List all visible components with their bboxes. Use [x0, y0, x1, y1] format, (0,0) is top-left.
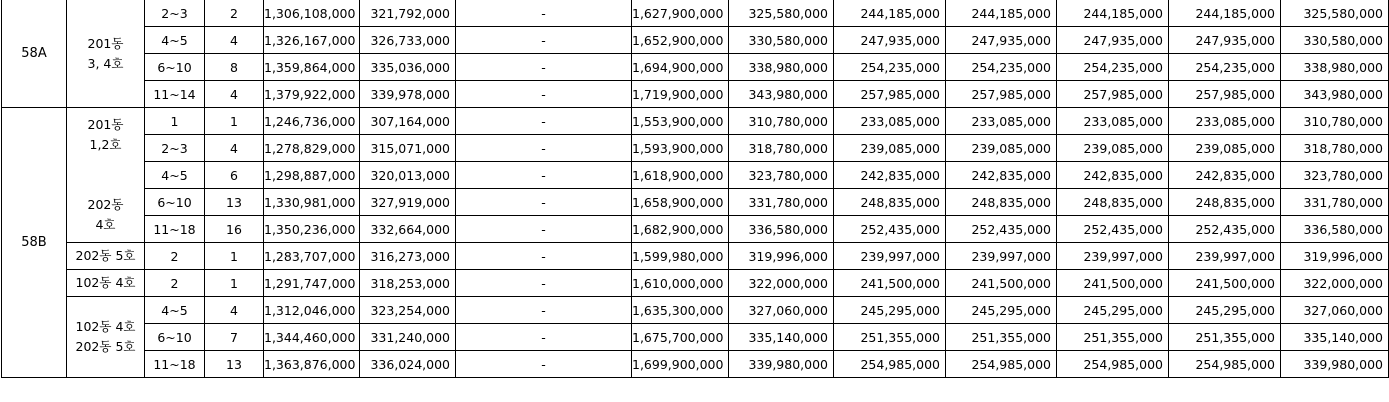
- contract-deposit-cell: 327,060,000: [729, 297, 834, 324]
- contract-deposit-cell: 325,580,000: [729, 0, 834, 27]
- housing-type-cell: 58A: [2, 0, 67, 108]
- balance-payment-cell: 339,980,000: [1281, 351, 1389, 378]
- total-price-cell: 1,652,900,000: [632, 27, 729, 54]
- building-price-cell: 332,664,000: [360, 216, 456, 243]
- balance-payment-cell: 335,140,000: [1281, 324, 1389, 351]
- interim-payment-4-cell: 247,935,000: [1169, 27, 1281, 54]
- unit-count-cell: 4: [205, 135, 264, 162]
- interim-payment-2-cell: 244,185,000: [946, 0, 1057, 27]
- interim-payment-4-cell: 251,355,000: [1169, 324, 1281, 351]
- total-price-cell: 1,618,900,000: [632, 162, 729, 189]
- interim-payment-1-cell: 248,835,000: [834, 189, 946, 216]
- vat-cell: -: [456, 108, 632, 135]
- interim-payment-3-cell: 239,085,000: [1057, 135, 1169, 162]
- interim-payment-4-cell: 239,085,000: [1169, 135, 1281, 162]
- building-price-cell: 316,273,000: [360, 243, 456, 270]
- table-row: [2, 216, 1389, 243]
- unit-count-cell: 6: [205, 162, 264, 189]
- total-price-cell: 1,694,900,000: [632, 54, 729, 81]
- balance-payment-cell: 327,060,000: [1281, 297, 1389, 324]
- interim-payment-2-cell: 257,985,000: [946, 81, 1057, 108]
- interim-payment-3-cell: 254,985,000: [1057, 351, 1169, 378]
- interim-payment-2-cell: 239,997,000: [946, 243, 1057, 270]
- interim-payment-2-cell: 241,500,000: [946, 270, 1057, 297]
- land-price-cell: 1,246,736,000: [264, 108, 360, 135]
- interim-payment-2-cell: 245,295,000: [946, 297, 1057, 324]
- balance-payment-cell: 330,580,000: [1281, 27, 1389, 54]
- land-price-cell: 1,379,922,000: [264, 81, 360, 108]
- balance-payment-cell: 336,580,000: [1281, 216, 1389, 243]
- table-row: [2, 108, 1389, 135]
- unit-count-cell: 4: [205, 297, 264, 324]
- balance-payment-cell: 331,780,000: [1281, 189, 1389, 216]
- floor-range-cell: 4~5: [145, 297, 205, 324]
- interim-payment-4-cell: 241,500,000: [1169, 270, 1281, 297]
- vat-cell: -: [456, 216, 632, 243]
- table-row: [2, 162, 1389, 189]
- balance-payment-cell: 325,580,000: [1281, 0, 1389, 27]
- vat-cell: -: [456, 243, 632, 270]
- interim-payment-1-cell: 247,935,000: [834, 27, 946, 54]
- table-row: [2, 324, 1389, 351]
- interim-payment-4-cell: 257,985,000: [1169, 81, 1281, 108]
- table-row: [2, 243, 1389, 270]
- land-price-cell: 1,330,981,000: [264, 189, 360, 216]
- interim-payment-3-cell: 248,835,000: [1057, 189, 1169, 216]
- building-unit-cell: 102동 4호 202동 5호: [67, 297, 145, 378]
- land-price-cell: 1,298,887,000: [264, 162, 360, 189]
- land-price-cell: 1,363,876,000: [264, 351, 360, 378]
- building-price-cell: 336,024,000: [360, 351, 456, 378]
- table-row: [2, 0, 1389, 27]
- unit-count-cell: 8: [205, 54, 264, 81]
- interim-payment-4-cell: 244,185,000: [1169, 0, 1281, 27]
- floor-range-cell: 11~18: [145, 216, 205, 243]
- building-unit-cell: 201동 1,2호 202동 4호: [67, 108, 145, 243]
- interim-payment-2-cell: 247,935,000: [946, 27, 1057, 54]
- land-price-cell: 1,283,707,000: [264, 243, 360, 270]
- interim-payment-3-cell: 245,295,000: [1057, 297, 1169, 324]
- interim-payment-4-cell: 248,835,000: [1169, 189, 1281, 216]
- balance-payment-cell: 322,000,000: [1281, 270, 1389, 297]
- unit-count-cell: 1: [205, 243, 264, 270]
- floor-range-cell: 6~10: [145, 189, 205, 216]
- land-price-cell: 1,344,460,000: [264, 324, 360, 351]
- table-row: [2, 27, 1389, 54]
- land-price-cell: 1,291,747,000: [264, 270, 360, 297]
- contract-deposit-cell: 343,980,000: [729, 81, 834, 108]
- land-price-cell: 1,350,236,000: [264, 216, 360, 243]
- balance-payment-cell: 319,996,000: [1281, 243, 1389, 270]
- vat-cell: -: [456, 135, 632, 162]
- contract-deposit-cell: 310,780,000: [729, 108, 834, 135]
- interim-payment-1-cell: 251,355,000: [834, 324, 946, 351]
- unit-count-cell: 13: [205, 189, 264, 216]
- balance-payment-cell: 323,780,000: [1281, 162, 1389, 189]
- building-price-cell: 335,036,000: [360, 54, 456, 81]
- building-unit-cell: 102동 4호: [67, 270, 145, 297]
- floor-range-cell: 6~10: [145, 54, 205, 81]
- unit-count-cell: 2: [205, 0, 264, 27]
- vat-cell: -: [456, 189, 632, 216]
- floor-range-cell: 11~14: [145, 81, 205, 108]
- housing-type-cell: 58B: [2, 108, 67, 378]
- contract-deposit-cell: 335,140,000: [729, 324, 834, 351]
- interim-payment-3-cell: 241,500,000: [1057, 270, 1169, 297]
- building-price-cell: 326,733,000: [360, 27, 456, 54]
- interim-payment-1-cell: 257,985,000: [834, 81, 946, 108]
- interim-payment-2-cell: 239,085,000: [946, 135, 1057, 162]
- balance-payment-cell: 318,780,000: [1281, 135, 1389, 162]
- vat-cell: -: [456, 162, 632, 189]
- table-row: [2, 297, 1389, 324]
- land-price-cell: 1,312,046,000: [264, 297, 360, 324]
- vat-cell: -: [456, 0, 632, 27]
- interim-payment-4-cell: 233,085,000: [1169, 108, 1281, 135]
- interim-payment-3-cell: 251,355,000: [1057, 324, 1169, 351]
- vat-cell: -: [456, 351, 632, 378]
- building-price-cell: 339,978,000: [360, 81, 456, 108]
- interim-payment-3-cell: 244,185,000: [1057, 0, 1169, 27]
- table-row: [2, 189, 1389, 216]
- floor-range-cell: 2: [145, 270, 205, 297]
- table-row: [2, 81, 1389, 108]
- interim-payment-1-cell: 252,435,000: [834, 216, 946, 243]
- interim-payment-4-cell: 242,835,000: [1169, 162, 1281, 189]
- contract-deposit-cell: 339,980,000: [729, 351, 834, 378]
- total-price-cell: 1,610,000,000: [632, 270, 729, 297]
- vat-cell: -: [456, 54, 632, 81]
- interim-payment-4-cell: 239,997,000: [1169, 243, 1281, 270]
- building-price-cell: 320,013,000: [360, 162, 456, 189]
- unit-count-cell: 13: [205, 351, 264, 378]
- floor-range-cell: 6~10: [145, 324, 205, 351]
- interim-payment-2-cell: 242,835,000: [946, 162, 1057, 189]
- total-price-cell: 1,635,300,000: [632, 297, 729, 324]
- interim-payment-1-cell: 245,295,000: [834, 297, 946, 324]
- contract-deposit-cell: 318,780,000: [729, 135, 834, 162]
- floor-range-cell: 2~3: [145, 0, 205, 27]
- contract-deposit-cell: 336,580,000: [729, 216, 834, 243]
- building-price-cell: 327,919,000: [360, 189, 456, 216]
- total-price-cell: 1,675,700,000: [632, 324, 729, 351]
- interim-payment-4-cell: 252,435,000: [1169, 216, 1281, 243]
- interim-payment-3-cell: 247,935,000: [1057, 27, 1169, 54]
- total-price-cell: 1,599,980,000: [632, 243, 729, 270]
- contract-deposit-cell: 338,980,000: [729, 54, 834, 81]
- interim-payment-3-cell: 233,085,000: [1057, 108, 1169, 135]
- interim-payment-2-cell: 254,235,000: [946, 54, 1057, 81]
- interim-payment-1-cell: 241,500,000: [834, 270, 946, 297]
- contract-deposit-cell: 331,780,000: [729, 189, 834, 216]
- balance-payment-cell: 343,980,000: [1281, 81, 1389, 108]
- floor-range-cell: 1: [145, 108, 205, 135]
- contract-deposit-cell: 330,580,000: [729, 27, 834, 54]
- total-price-cell: 1,553,900,000: [632, 108, 729, 135]
- interim-payment-2-cell: 233,085,000: [946, 108, 1057, 135]
- interim-payment-1-cell: 254,985,000: [834, 351, 946, 378]
- table-row: [2, 270, 1389, 297]
- floor-range-cell: 4~5: [145, 162, 205, 189]
- building-price-cell: 331,240,000: [360, 324, 456, 351]
- total-price-cell: 1,627,900,000: [632, 0, 729, 27]
- land-price-cell: 1,306,108,000: [264, 0, 360, 27]
- interim-payment-2-cell: 251,355,000: [946, 324, 1057, 351]
- price-table: [1, 0, 1389, 378]
- building-price-cell: 315,071,000: [360, 135, 456, 162]
- unit-count-cell: 1: [205, 270, 264, 297]
- interim-payment-4-cell: 254,985,000: [1169, 351, 1281, 378]
- floor-range-cell: 2: [145, 243, 205, 270]
- building-price-cell: 318,253,000: [360, 270, 456, 297]
- interim-payment-4-cell: 254,235,000: [1169, 54, 1281, 81]
- interim-payment-4-cell: 245,295,000: [1169, 297, 1281, 324]
- vat-cell: -: [456, 81, 632, 108]
- balance-payment-cell: 310,780,000: [1281, 108, 1389, 135]
- vat-cell: -: [456, 297, 632, 324]
- interim-payment-2-cell: 254,985,000: [946, 351, 1057, 378]
- vat-cell: -: [456, 324, 632, 351]
- contract-deposit-cell: 319,996,000: [729, 243, 834, 270]
- total-price-cell: 1,699,900,000: [632, 351, 729, 378]
- interim-payment-2-cell: 252,435,000: [946, 216, 1057, 243]
- total-price-cell: 1,658,900,000: [632, 189, 729, 216]
- interim-payment-1-cell: 244,185,000: [834, 0, 946, 27]
- interim-payment-1-cell: 239,997,000: [834, 243, 946, 270]
- floor-range-cell: 11~18: [145, 351, 205, 378]
- floor-range-cell: 2~3: [145, 135, 205, 162]
- land-price-cell: 1,326,167,000: [264, 27, 360, 54]
- table-row: [2, 54, 1389, 81]
- land-price-cell: 1,359,864,000: [264, 54, 360, 81]
- vat-cell: -: [456, 270, 632, 297]
- balance-payment-cell: 338,980,000: [1281, 54, 1389, 81]
- table-row: [2, 135, 1389, 162]
- unit-count-cell: 4: [205, 81, 264, 108]
- interim-payment-2-cell: 248,835,000: [946, 189, 1057, 216]
- contract-deposit-cell: 322,000,000: [729, 270, 834, 297]
- interim-payment-1-cell: 254,235,000: [834, 54, 946, 81]
- land-price-cell: 1,278,829,000: [264, 135, 360, 162]
- building-price-cell: 321,792,000: [360, 0, 456, 27]
- unit-count-cell: 4: [205, 27, 264, 54]
- interim-payment-1-cell: 242,835,000: [834, 162, 946, 189]
- interim-payment-3-cell: 242,835,000: [1057, 162, 1169, 189]
- building-unit-cell: 202동 5호: [67, 243, 145, 270]
- total-price-cell: 1,593,900,000: [632, 135, 729, 162]
- contract-deposit-cell: 323,780,000: [729, 162, 834, 189]
- interim-payment-1-cell: 233,085,000: [834, 108, 946, 135]
- unit-count-cell: 1: [205, 108, 264, 135]
- building-unit-cell: 201동 3, 4호: [67, 0, 145, 108]
- floor-range-cell: 4~5: [145, 27, 205, 54]
- building-price-cell: 323,254,000: [360, 297, 456, 324]
- interim-payment-3-cell: 254,235,000: [1057, 54, 1169, 81]
- unit-count-cell: 16: [205, 216, 264, 243]
- unit-count-cell: 7: [205, 324, 264, 351]
- total-price-cell: 1,682,900,000: [632, 216, 729, 243]
- table-row: [2, 351, 1389, 378]
- price-table-body: [2, 0, 1389, 378]
- total-price-cell: 1,719,900,000: [632, 81, 729, 108]
- vat-cell: -: [456, 27, 632, 54]
- interim-payment-3-cell: 239,997,000: [1057, 243, 1169, 270]
- interim-payment-1-cell: 239,085,000: [834, 135, 946, 162]
- interim-payment-3-cell: 257,985,000: [1057, 81, 1169, 108]
- building-price-cell: 307,164,000: [360, 108, 456, 135]
- interim-payment-3-cell: 252,435,000: [1057, 216, 1169, 243]
